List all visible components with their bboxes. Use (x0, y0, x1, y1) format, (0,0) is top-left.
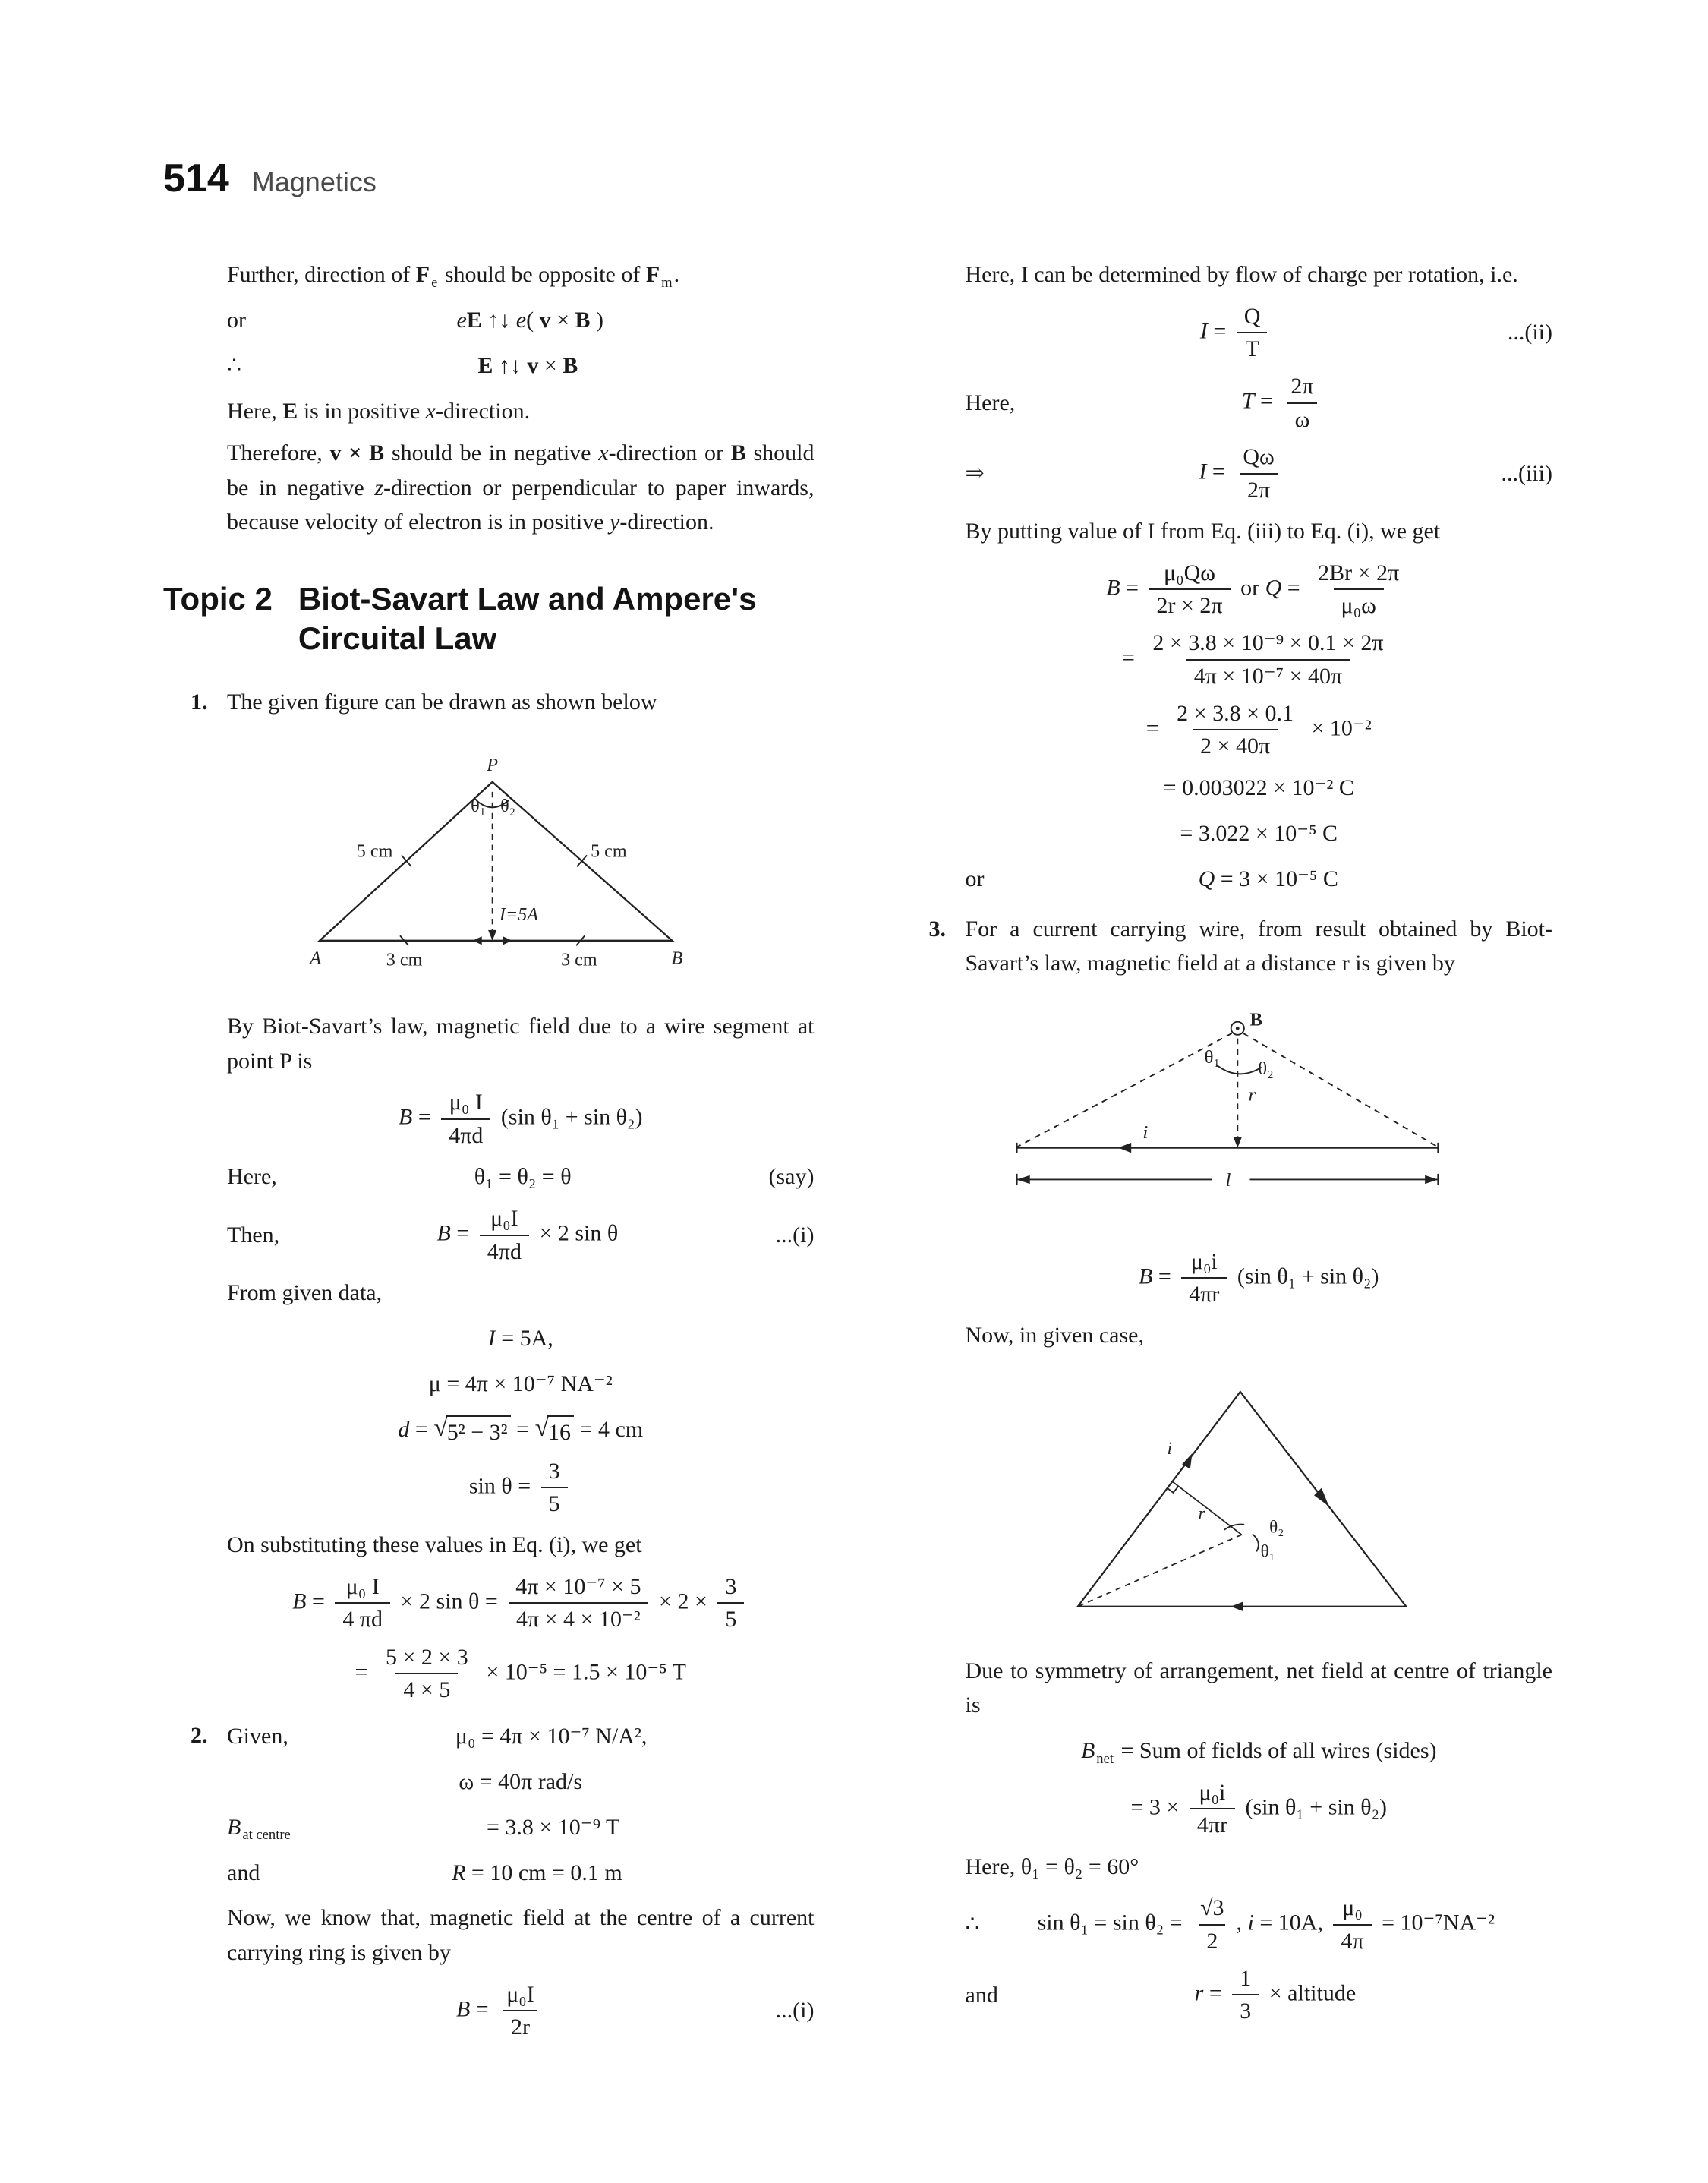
equation: = $\frac{\text{2 × 3.8 × 10⁻⁹ × 0.1 × 2π}}{\text{4π × 10⁻⁷ × 40π}}$ (1121, 630, 1384, 689)
dashed-line-right (1243, 1033, 1438, 1147)
equation-row (227, 1159, 815, 1194)
triangle-diagram (291, 740, 686, 980)
equation-row (966, 1733, 1553, 1768)
equation-row (227, 1764, 815, 1799)
equation-row (966, 1894, 1553, 1954)
equation-label: ⇒ (965, 460, 985, 486)
question-text: The given figure can be drawn as shown below (227, 689, 657, 715)
paragraph: By Biot-Savart’s law, magnetic field due to a wire segment at point P is (227, 1014, 815, 1074)
label-l: l (1225, 1170, 1231, 1191)
equation-tag: ...(iii) (1501, 460, 1552, 486)
equation: I = $\frac{Q\omega}{2\pi}$ (1190, 443, 1295, 503)
equation-row (227, 1205, 815, 1265)
equation-label: ∴ (227, 352, 242, 378)
equation-tag: ...(i) (775, 1222, 815, 1248)
page-header (163, 156, 1552, 201)
paragraph: On substituting these values in Eq. (i), we get (227, 1532, 642, 1558)
topic-title-line2: Circuital Law (298, 620, 497, 657)
equation: ω = 40π rad/s (459, 1768, 583, 1794)
equation-row (227, 1573, 815, 1633)
equation-label: B $_{at centre}$ (227, 1814, 291, 1844)
equation-row (227, 1855, 815, 1890)
equation-row (966, 629, 1553, 689)
equation: μ = 4π × 10⁻⁷ NA⁻² (428, 1371, 613, 1396)
triangle-outline (320, 781, 672, 940)
equation-label: and (965, 1982, 998, 2008)
question-text: For a current carrying wire, from result obtained by Biot-Savart’s law, magnetic field at a distance r is given by (965, 916, 1552, 976)
question-item-3 (902, 912, 1553, 981)
equation: B = $\frac{\text{μ₀Qω}}{2r \times 2\pi}$ or Q = $\frac{2Br \times 2\pi}{\text{μ₀ω}}$ (1106, 560, 1400, 618)
label-theta2: θ₂ (499, 795, 515, 816)
equation: I = 5A, (487, 1325, 553, 1351)
triangle-loop-diagram (1037, 1373, 1417, 1623)
label-base-right: 3 cm (560, 948, 597, 970)
question-number: 3. (928, 916, 946, 942)
label-current: I=5A (499, 904, 538, 925)
dashed-line-left (1017, 1033, 1232, 1147)
equation: r = $\frac{1}{3}$ × altitude (1194, 1965, 1357, 2024)
label-base-left: 3 cm (386, 948, 423, 970)
paragraph: By putting value of I from Eq. (iii) to Eq. (i), we get (965, 518, 1441, 544)
question-item-1 (163, 685, 815, 720)
solution-2-continued-block (902, 257, 1553, 897)
equation-row (966, 443, 1553, 503)
equation-row (966, 1779, 1553, 1839)
arrowhead (1017, 1175, 1030, 1184)
equation-row (227, 1809, 815, 1844)
question-number: 2. (191, 1723, 208, 1749)
page-number: 514 (163, 156, 229, 200)
paragraph: Here, I can be determined by flow of charge per rotation, i.e. (965, 262, 1518, 287)
arrowhead (503, 936, 512, 945)
figure-wire-field (902, 1001, 1553, 1229)
two-column-layout (163, 250, 1552, 2051)
equation: μ₀ = 4π × 10⁻⁷ N/A², (455, 1723, 648, 1749)
label-theta2: θ₂ (1269, 1517, 1284, 1538)
equation-row (227, 1412, 815, 1447)
equation-row (966, 1248, 1553, 1308)
paragraph: Due to symmetry of arrangement, net field at centre of triangle is (965, 1658, 1552, 1718)
current-arrowhead (1231, 1601, 1243, 1610)
angle-arc (1253, 1534, 1259, 1551)
label-B: B (1249, 1009, 1263, 1030)
label-i: i (1142, 1122, 1149, 1144)
equation: I = $\frac{Q}{T}$ (1191, 303, 1282, 363)
wire-field-diagram (995, 1001, 1458, 1218)
solution-3-result-block (902, 1654, 1553, 2025)
equation: sin θ = $\frac{3}{5}$ (460, 1458, 581, 1518)
arrowhead (1425, 1175, 1438, 1184)
equation: eE ↑↓ e( v × B ) (456, 307, 604, 333)
equation: Q = 3 × 10⁻⁵ C (1198, 866, 1338, 892)
equation: = 0.003022 × 10⁻² C (1163, 775, 1354, 801)
paragraph: Therefore, v × B should be in negative x-direction or B should be in negative z-direction or perpendicular to paper inwards, because velocity of electron is in positive y-direction. (227, 440, 815, 535)
label-theta1: θ₁ (1204, 1047, 1221, 1068)
equation: = 3.022 × 10⁻⁵ C (1180, 821, 1338, 847)
question-number: 1. (191, 689, 208, 715)
label-B: B (671, 947, 683, 968)
equation: d = √ 5² − 3² = √ 16 = 4 cm (389, 1412, 652, 1447)
equation: θ₁ = θ₂ = θ (474, 1164, 572, 1190)
triangle-outline (1078, 1392, 1407, 1607)
equation-row (227, 1458, 815, 1518)
arrowhead (1234, 1137, 1242, 1147)
equation: T = $\frac{2\pi}{\omega}$ (1233, 373, 1335, 433)
question-item-2 (163, 1718, 815, 1753)
solution-2-block (163, 1764, 815, 2040)
equation-row (227, 1644, 815, 1704)
equation-label: or (965, 866, 985, 892)
chapter-title: Magnetics (251, 166, 377, 197)
label-side-right: 5 cm (590, 840, 627, 861)
topic-number: Topic 2 (163, 580, 273, 617)
equation-row (966, 1965, 1553, 2025)
current-arrowhead (1118, 1143, 1131, 1153)
equation-row (227, 1367, 815, 1402)
label-theta1: θ₁ (470, 795, 486, 816)
equation: = $\frac{5 \times 2 \times 3}{4 \times 5}$ × 10⁻⁵ = 1.5 × 10⁻⁵ T (355, 1644, 686, 1703)
solution-1-block (163, 1009, 815, 1703)
paragraph: Now, in given case, (965, 1323, 1144, 1349)
equation-row (966, 771, 1553, 806)
equation-row (966, 700, 1553, 760)
label-i: i (1167, 1439, 1173, 1459)
label-side-left: 5 cm (356, 840, 393, 861)
arrowhead (472, 936, 481, 945)
solution-3-block (902, 1248, 1553, 1353)
equation-row (227, 1981, 815, 2041)
equation: R = 10 cm = 0.1 m (452, 1860, 622, 1885)
equation-row (966, 862, 1553, 897)
paragraph: Further, direction of F $_e$ should be opposite of F $_m$. (227, 262, 680, 291)
topic-heading (163, 579, 815, 659)
equation: B = $\frac{\text{μ₀i}}{4\pi r}$ (sin θ₁ + sin θ₂) (1139, 1248, 1379, 1308)
equation-row (966, 816, 1553, 851)
equation-label: Here, (227, 1164, 277, 1190)
equation-label: Given, (227, 1723, 288, 1749)
paragraph: Now, we know that, magnetic field at the centre of a current carrying ring is given by (227, 1905, 815, 1966)
equation: B = $\frac{\text{μ₀ I}}{4\pi d}$ (sin θ₁ + sin θ₂) (399, 1090, 643, 1148)
equation: sin θ₁ = sin θ₂ = $\frac{√3}{2}$ , i = 10A, $\frac{\text{μ₀}}{4\pi}$ = 10⁻⁷NA⁻² (1037, 1895, 1495, 1954)
equation-row (966, 373, 1553, 433)
equation: B = $\frac{\text{μ₀I}}{2r}$ (447, 1981, 556, 2041)
equation: B = $\frac{\text{μ₀I}}{4\pi d}$ × 2 sin θ (436, 1206, 619, 1264)
intro-block (163, 257, 815, 540)
equation: B $_{net}$ = Sum of fields of all wires (sides) (1080, 1738, 1437, 1767)
dashed-to-vertex (1078, 1535, 1242, 1607)
equation: B = $\frac{\text{μ₀ I}}{4 \pi d}$ × 2 sin θ = $\frac{\text{4π × 10⁻⁷ × 5}}{\text{4π × 4 × 10⁻²}}$ × 2 × $\frac{3}{5}$ (283, 1573, 758, 1633)
equation-row (227, 303, 815, 338)
paragraph: Here, E is in positive x-direction. (227, 398, 531, 424)
equation-row (227, 1718, 815, 1753)
left-column (163, 250, 815, 2051)
equation-tag: ...(i) (775, 1998, 815, 2024)
question-body (227, 1718, 815, 1753)
equation-row (966, 560, 1553, 620)
equation-label: ∴ (965, 1911, 980, 1937)
topic-title (298, 579, 757, 659)
figure-triangle-wire (163, 740, 815, 990)
equation-label: or (227, 307, 246, 333)
arrowhead (488, 929, 496, 940)
equation: = 3.8 × 10⁻⁹ T (486, 1814, 620, 1840)
equation: = $\frac{2 \times 3.8 \times 0.1}{2 \times 40\pi}$ × 10⁻² (1145, 701, 1372, 759)
equation-row (227, 1321, 815, 1356)
paragraph: From given data, (227, 1279, 383, 1305)
topic-title-line1: Biot-Savart Law and Ampere's (298, 580, 757, 617)
equation-tag: ...(ii) (1507, 320, 1552, 345)
right-column (902, 250, 1553, 2051)
label-r: r (1198, 1503, 1205, 1524)
equation-label: Here, (965, 390, 1016, 415)
label-P: P (487, 754, 498, 775)
equation-row (966, 303, 1553, 363)
equation: E ↑↓ v × B (477, 352, 578, 378)
field-dot (1236, 1027, 1240, 1030)
label-r: r (1248, 1084, 1256, 1106)
paragraph: Here, θ₁ = θ₂ = 60° (965, 1853, 1139, 1879)
equation-row (227, 1089, 815, 1149)
equation-label: and (227, 1860, 260, 1885)
equation-tag: (say) (768, 1164, 815, 1190)
label-theta2: θ₂ (1258, 1058, 1274, 1080)
figure-triangle-loop (902, 1373, 1553, 1634)
label-A: A (309, 947, 321, 968)
equation-row (227, 349, 815, 383)
equation-label: Then, (227, 1222, 280, 1248)
angle-arc (1216, 1065, 1262, 1074)
equation: = 3 × $\frac{\text{μ₀i}}{4\pi r}$ (sin θ₁ + sin θ₂) (1130, 1779, 1388, 1838)
label-theta1: θ₁ (1260, 1541, 1276, 1562)
